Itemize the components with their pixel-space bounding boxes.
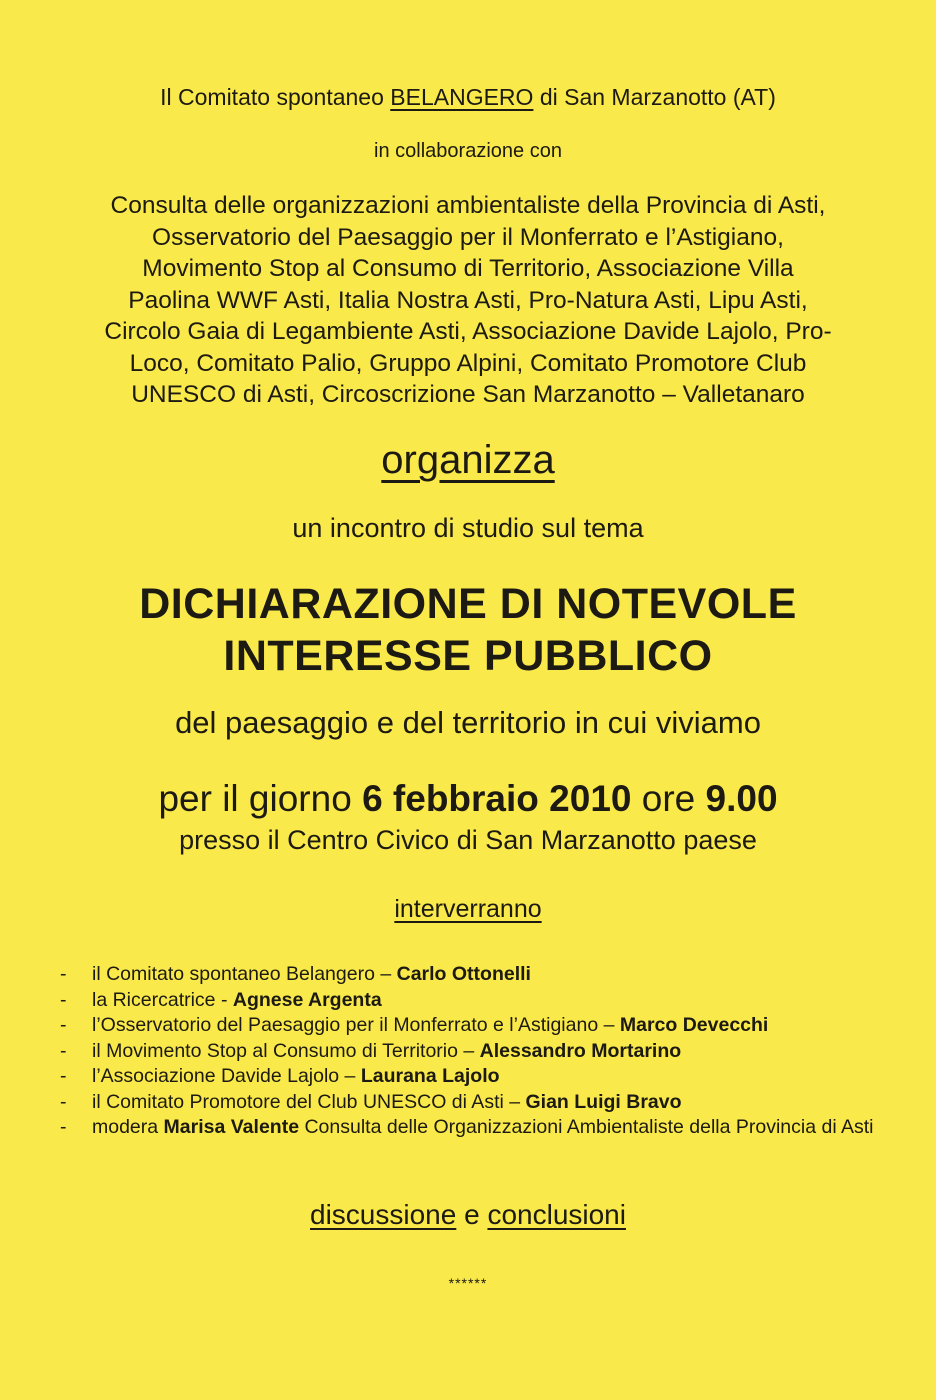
intro-prefix: Il Comitato spontaneo [160,84,384,110]
meeting-intro: un incontro di studio sul tema [292,513,644,543]
speaker-item [60,962,890,988]
speaker-affiliation: Consulta delle Organizzazioni Ambientaliste della Provincia di Asti [299,1116,874,1138]
speaker-item [60,1115,890,1141]
intro-line [0,84,936,111]
speaker-item [60,1013,890,1039]
organizations-line: Consulta delle organizzazioni ambientaliste della Provincia di Asti, [110,192,826,219]
organizations-line: UNESCO di Asti, Circoscrizione San Marzanotto – Valletanaro [131,381,805,408]
event-date: 6 febbraio 2010 [362,778,632,819]
speaker-name: Gian Luigi Bravo [525,1090,682,1113]
event-title [0,578,936,682]
closing-discussion: discussione [310,1199,457,1230]
speaker-name: Laurana Lajolo [360,1065,500,1087]
speaker-name: Marisa Valente [163,1116,300,1138]
speaker-role: il Comitato Promotore del Club UNESCO di Asti – [92,1090,526,1113]
speaker-name: Marco Devecchi [619,1014,769,1036]
list-dash: - [60,988,67,1011]
organizations-line: Movimento Stop al Consumo di Territorio, Associazione Villa [142,255,794,282]
speaker-role: il Comitato spontaneo Belangero – [92,963,397,985]
speakers-list [60,962,890,1141]
list-dash: - [60,1039,67,1062]
list-dash: - [60,1065,67,1087]
closing-stars: ****** [448,1275,488,1291]
speakers-heading: interverranno [394,895,542,923]
organizations-line: Paolina WWF Asti, Italia Nostra Asti, Pro-Natura Asti, Lipu Asti, [128,286,808,314]
organizations-line: Osservatorio del Paesaggio per il Monferrato e l’Astigiano, [152,223,784,251]
date-middle: ore [641,778,696,819]
speaker-item [60,1064,890,1090]
closing-conjunction: e [464,1199,480,1230]
organizations-block [40,190,896,411]
closing-line [0,1199,936,1231]
speaker-item [60,1090,890,1116]
event-title-line: DICHIARAZIONE DI NOTEVOLE [139,580,797,628]
speaker-role: modera [92,1116,164,1138]
collaboration-line: in collaborazione con [374,140,562,162]
speaker-item [60,988,890,1014]
list-dash: - [60,1116,67,1138]
speaker-name: Alessandro Mortarino [479,1039,682,1062]
event-location: presso il Centro Civico di San Marzanotto paese [179,825,757,855]
closing-conclusions: conclusioni [487,1199,626,1230]
event-subtitle: del paesaggio e del territorio in cui viviamo [175,705,761,740]
event-date-line [0,778,936,820]
organizations-line: Circolo Gaia di Legambiente Asti, Associazione Davide Lajolo, Pro- [104,318,832,345]
organizations-line: Loco, Comitato Palio, Gruppo Alpini, Comitato Promotore Club [129,349,807,377]
speaker-role: l’Osservatorio del Paesaggio per il Monferrato e l’Astigiano – [92,1014,620,1036]
speaker-role: la Ricercatrice - [92,988,233,1011]
intro-suffix: di San Marzanotto (AT) [539,84,776,110]
speaker-role: l’Associazione Davide Lajolo – [92,1065,361,1087]
speaker-name: Carlo Ottonelli [396,963,531,985]
list-dash: - [60,1090,67,1113]
list-dash: - [60,963,67,985]
committee-name: BELANGERO [390,84,534,110]
speaker-name: Agnese Argenta [232,988,382,1011]
speaker-role: il Movimento Stop al Consumo di Territorio – [92,1039,480,1062]
event-title-line: INTERESSE PUBBLICO [223,632,713,680]
speaker-item [60,1039,890,1065]
organizza-heading: organizza [381,438,555,482]
date-prefix: per il giorno [158,778,352,819]
list-dash: - [60,1014,67,1036]
event-time: 9.00 [705,778,778,819]
